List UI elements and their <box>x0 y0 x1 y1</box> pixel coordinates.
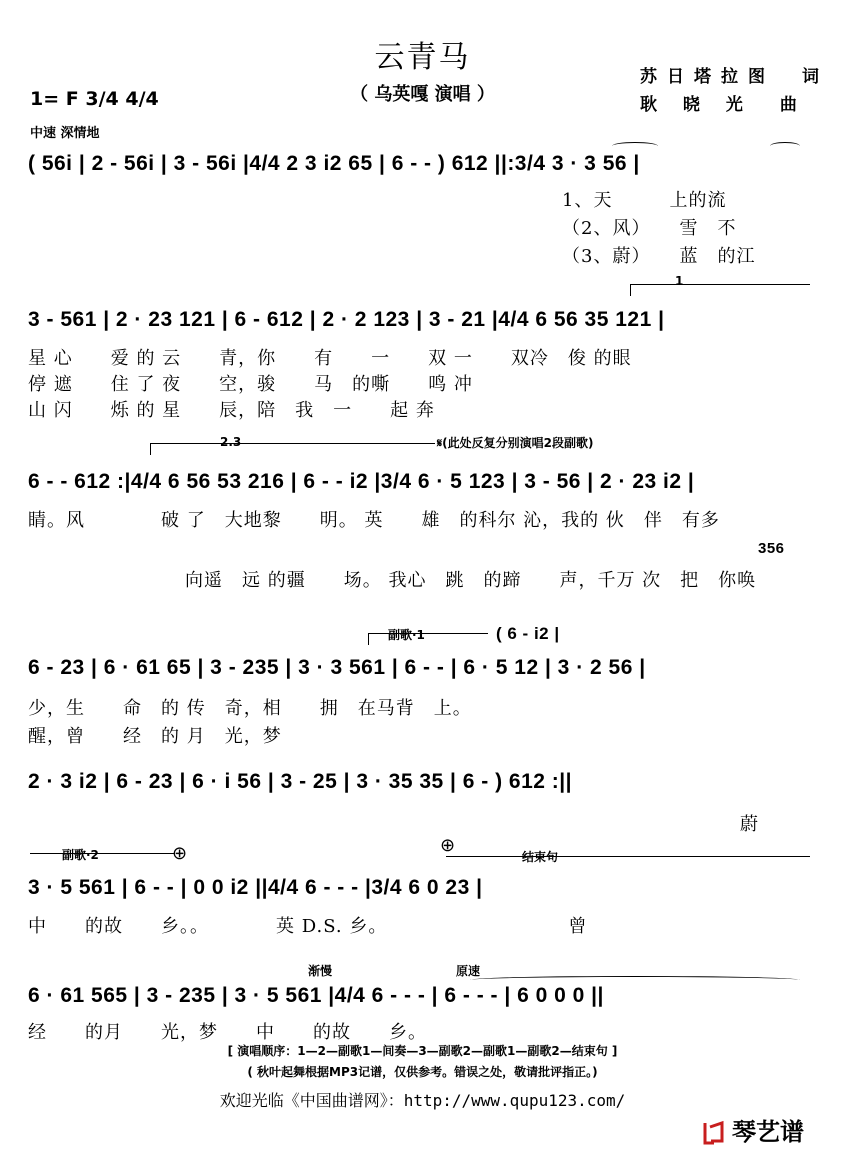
site-logo <box>702 1112 804 1147</box>
volta-bracket-1 <box>630 284 810 285</box>
lyric-line-2c: 山 闪 烁 的 星 辰，陪 我 一 起 奔 <box>28 400 435 421</box>
lyric-line-2b: 停 遮 住 了 夜 空，骏 马 的嘶 鸣 冲 <box>28 374 473 395</box>
lyric-verse-2: （2、风） 雪 不 <box>562 218 737 239</box>
lyric-line-4a: 少，生 命 的 传 奇，相 拥 在马背 上。 <box>28 698 472 719</box>
tie <box>470 976 800 984</box>
volta-bracket-23 <box>150 443 435 444</box>
composer-credit: 耿 晓 光 曲 <box>640 95 807 115</box>
website-welcome: 欢迎光临《中国曲谱网》：http://www.qupu123.com/ <box>219 1091 626 1110</box>
grace-notes: 356 <box>758 540 785 557</box>
volta-23-label: 2.3 <box>220 435 242 449</box>
lyric-verse-1: 1、天 上的流 <box>562 190 727 211</box>
lyricist-credit: 苏日塔拉图 词 <box>640 67 829 87</box>
chorus-1-alt: ( 6 - i2 | <box>496 624 560 643</box>
song-title: 云青马 <box>374 40 471 75</box>
coda-icon: ⊕ <box>172 843 188 864</box>
logo-icon <box>702 1119 728 1147</box>
coda-icon: ⊕ <box>440 835 456 856</box>
score-line-7: 6 · 61 565 | 3 - 235 | 3 · 5 561 |4/4 6 - - - | 6 - - - | 6 0 0 0 || <box>28 984 604 1007</box>
repeat-note: 𝄋(此处反复分别演唱2段副歌) <box>437 436 594 450</box>
chorus-1-label: 副歌·1 <box>388 628 425 642</box>
chorus-2-bracket <box>30 853 175 854</box>
volta-tick <box>150 443 151 455</box>
slur <box>770 142 800 150</box>
score-line-5: 2 · 3 i2 | 6 - 23 | 6 · i 56 | 3 - 25 | 3 · 35 35 | 6 - ) 612 :|| <box>28 770 573 793</box>
chorus-2-label: 副歌·2 <box>62 848 99 862</box>
lyric-line-5: 蔚 <box>740 814 759 835</box>
lyric-line-6: 中 的故 乡。。 英 D.S. 乡。 曾 <box>28 916 588 937</box>
lyric-line-3a: 睛。风 破 了 大地黎 明。 英 雄 的科尔 沁，我的 伙 伴 有多 <box>28 510 720 531</box>
lyric-line-2a: 星 心 爱 的 云 青，你 有 一 双 一 双冷 俊 的眼 <box>28 348 632 369</box>
lyric-line-3b: 向遥 远 的疆 场。 我心 跳 的蹄 声，千万 次 把 你唤 <box>185 570 757 591</box>
logo-text: 琴艺谱 <box>732 1118 804 1146</box>
volta-tick <box>630 284 631 296</box>
lyric-line-4b: 醒，曾 经 的 月 光，梦 <box>28 726 282 747</box>
score-line-4: 6 - 23 | 6 · 61 65 | 3 - 235 | 3 · 3 561 | 6 - - | 6 · 5 12 | 3 · 2 56 | <box>28 656 646 679</box>
lyric-verse-3: （3、蔚） 蓝 的江 <box>562 246 756 267</box>
score-line-3: 6 - - 612 :|4/4 6 56 53 216 | 6 - - i2 |3/4 6 · 5 123 | 3 - 56 | 2 · 23 i2 | <box>28 470 695 493</box>
volta-1-label: 1 <box>675 274 684 288</box>
score-line-1: ( 56i | 2 - 56i | 3 - 56i |4/4 2 3 i2 65 | 6 - - ) 612 ||:3/4 3 · 3 56 | <box>28 152 640 175</box>
volta-tick <box>368 633 369 645</box>
singer-credit: （ 乌英嘎 演唱 ） <box>350 84 495 105</box>
ending-bracket <box>446 856 810 857</box>
slur <box>612 142 658 150</box>
lyric-line-7: 经 的月 光，梦 中 的故 乡。 <box>28 1022 427 1043</box>
score-line-6: 3 · 5 561 | 6 - - | 0 0 i2 ||4/4 6 - - - |3/4 6 0 23 | <box>28 876 483 899</box>
performance-order: [ 演唱顺序：1—2—副歌1—间奏—3—副歌2—副歌1—副歌2—结束句 ] <box>227 1044 618 1058</box>
tempo-marking: 中速 深情地 <box>30 126 100 141</box>
ritardando-label: 渐慢 <box>308 964 333 978</box>
score-line-2: 3 - 561 | 2 · 23 121 | 6 - 612 | 2 · 2 123 | 3 - 21 |4/4 6 56 35 121 | <box>28 308 665 331</box>
key-signature: 1= F 3/4 4/4 <box>30 88 159 110</box>
transcriber-note: ( 秋叶起舞根据MP3记谱，仅供参考。错误之处，敬请批评指正。) <box>247 1065 598 1079</box>
ending-label: 结束句 <box>522 850 559 864</box>
a-tempo-label: 原速 <box>456 964 481 978</box>
chorus-1-bracket <box>368 633 488 634</box>
